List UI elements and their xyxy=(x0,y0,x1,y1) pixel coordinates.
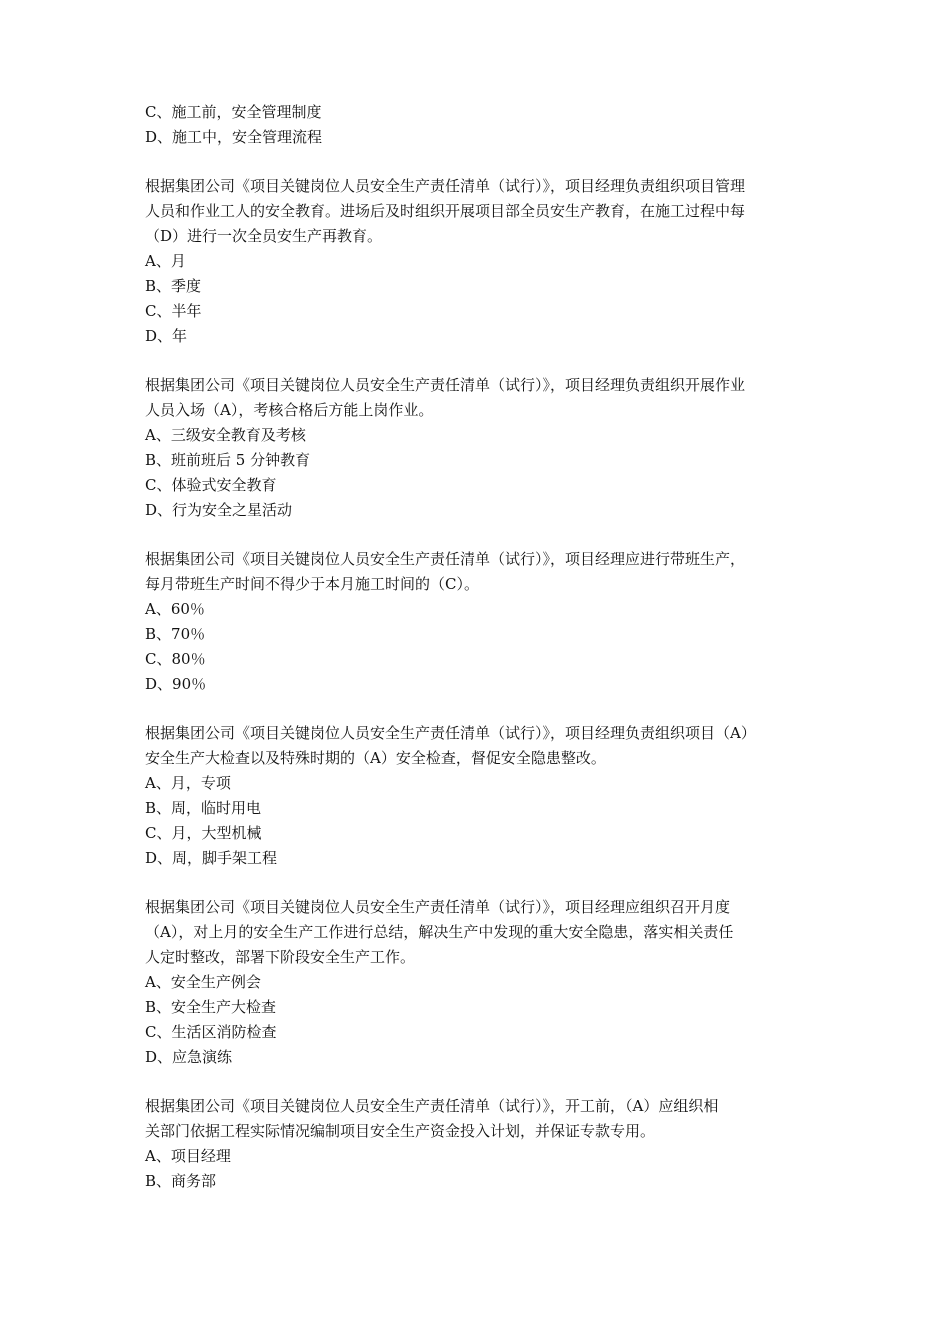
option-d: D、年 xyxy=(145,327,188,345)
option-d: D、周，脚手架工程 xyxy=(145,849,278,867)
option-c: C、施工前，安全管理制度 xyxy=(145,103,322,121)
question-stem-line: 根据集团公司《项目关键岗位人员安全生产责任清单（试行）》，项目经理应进行带班生产， xyxy=(145,550,746,568)
question-stem-line: 根据集团公司《项目关键岗位人员安全生产责任清单（试行）》，开工前，（A）应组织相 xyxy=(145,1097,719,1115)
option-b: B、70％ xyxy=(145,625,206,643)
question-3 xyxy=(145,547,825,697)
option-c: C、体验式安全教育 xyxy=(145,476,277,494)
option-a: A、三级安全教育及考核 xyxy=(145,426,306,444)
option-b: B、周，临时用电 xyxy=(145,799,262,817)
option-d: D、行为安全之星活动 xyxy=(145,501,293,519)
document-page xyxy=(145,100,825,1194)
option-a: A、月，专项 xyxy=(145,774,231,792)
question-stem-line: （D）进行一次全员安生产再教育。 xyxy=(145,227,383,245)
question-2 xyxy=(145,373,825,523)
question-stem-line: 根据集团公司《项目关键岗位人员安全生产责任清单（试行）》，项目经理应组织召开月度 xyxy=(145,898,731,916)
question-stem-line: （A），对上月的安全生产工作进行总结，解决生产中发现的重大安全隐患，落实相关责任 xyxy=(145,923,734,941)
option-d: D、应急演练 xyxy=(145,1048,233,1066)
question-4 xyxy=(145,721,825,871)
option-b: B、季度 xyxy=(145,277,202,295)
question-1 xyxy=(145,174,825,349)
question-stem-line: 关部门依据工程实际情况编制项目安全生产资金投入计划，并保证专款专用。 xyxy=(145,1122,656,1140)
option-d: D、施工中，安全管理流程 xyxy=(145,128,323,146)
question-fragment xyxy=(145,100,825,150)
option-d: D、90％ xyxy=(145,675,207,693)
option-a: A、安全生产例会 xyxy=(145,973,261,991)
option-b: B、商务部 xyxy=(145,1172,217,1190)
question-6 xyxy=(145,1094,825,1194)
question-stem-line: 根据集团公司《项目关键岗位人员安全生产责任清单（试行）》，项目经理负责组织项目管理 xyxy=(145,177,746,195)
question-stem-line: 根据集团公司《项目关键岗位人员安全生产责任清单（试行）》，项目经理负责组织项目（A） xyxy=(145,724,756,742)
option-a: A、月 xyxy=(145,252,186,270)
option-c: C、月，大型机械 xyxy=(145,824,262,842)
option-a: A、项目经理 xyxy=(145,1147,231,1165)
question-stem-line: 人定时整改，部署下阶段安全生产工作。 xyxy=(145,948,416,966)
question-stem-line: 每月带班生产时间不得少于本月施工时间的（C）。 xyxy=(145,575,479,593)
question-stem-line: 安全生产大检查以及特殊时期的（A）安全检查，督促安全隐患整改。 xyxy=(145,749,606,767)
option-b: B、安全生产大检查 xyxy=(145,998,277,1016)
option-c: C、80％ xyxy=(145,650,206,668)
option-c: C、半年 xyxy=(145,302,202,320)
question-5 xyxy=(145,895,825,1070)
question-stem-line: 人员和作业工人的安全教育。进场后及时组织开展项目部全员安生产教育，在施工过程中每 xyxy=(145,202,746,220)
option-c: C、生活区消防检查 xyxy=(145,1023,277,1041)
question-stem-line: 人员入场（A），考核合格后方能上岗作业。 xyxy=(145,401,434,419)
option-a: A、60％ xyxy=(145,600,205,618)
question-stem-line: 根据集团公司《项目关键岗位人员安全生产责任清单（试行）》，项目经理负责组织开展作业 xyxy=(145,376,746,394)
option-b: B、班前班后 5 分钟教育 xyxy=(145,451,311,469)
